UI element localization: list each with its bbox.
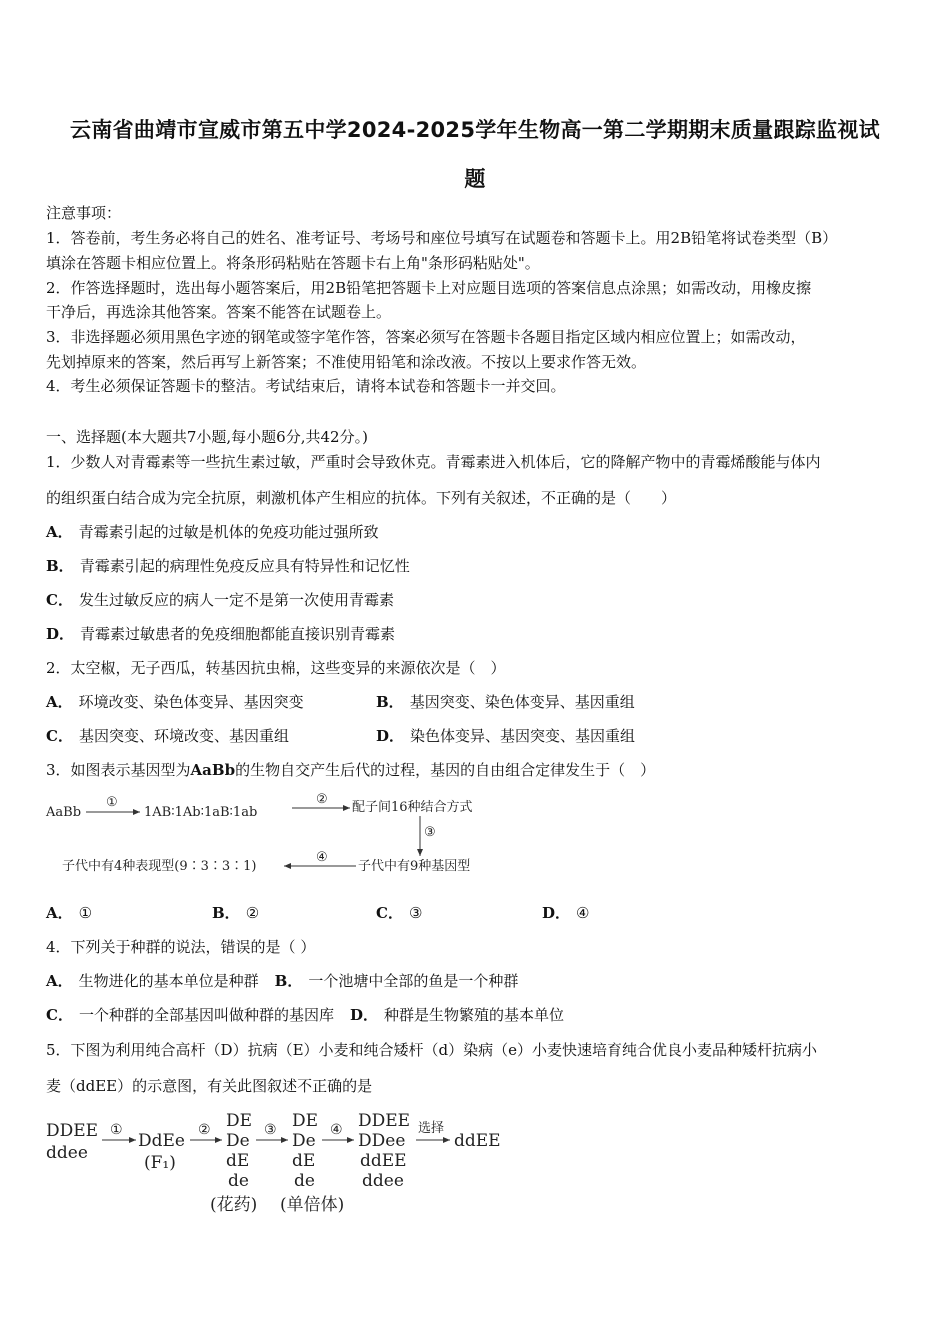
note-line: 干净后，再选涂其他答案。答案不能答在试题卷上。 bbox=[46, 303, 392, 321]
option-key: C． bbox=[46, 1006, 73, 1024]
parent-genotype-2: ddee bbox=[46, 1143, 88, 1163]
gamete-1: DE bbox=[226, 1111, 253, 1131]
note-line: 3．非选择题必须用黑色字迹的钢笔或签字笔作答，答案必须写在答题卡各题目指定区域内相应位置上；如需改动， bbox=[46, 328, 806, 346]
offspring-genotypes: 子代中有9种基因型 bbox=[358, 859, 471, 874]
option-text: 基因突变、染色体变异、基因重组 bbox=[409, 693, 635, 711]
f1-label: (F₁) bbox=[144, 1153, 176, 1173]
haploid-breeding-diagram bbox=[44, 1106, 514, 1218]
diploid-4: ddee bbox=[362, 1171, 404, 1191]
question-5-stem-continued: 麦（ddEE）的示意图，有关此图叙述不正确的是 bbox=[46, 1077, 373, 1095]
f1-genotype: DdEe bbox=[138, 1131, 185, 1151]
q4-options-cd bbox=[46, 1005, 564, 1025]
offspring-phenotypes: 子代中有4种表现型(9∶3∶3∶1) bbox=[62, 859, 257, 874]
option-text: 染色体变异、基因突变、基因重组 bbox=[410, 727, 636, 745]
option-key: A． bbox=[46, 523, 73, 541]
option-text: 基因突变、环境改变、基因重组 bbox=[78, 727, 289, 745]
diploid-2: DDee bbox=[358, 1131, 406, 1151]
option-key: D． bbox=[46, 625, 75, 643]
note-line: 先划掉原来的答案，然后再写上新答案；不准使用铅笔和涂改液。不按以上要求作答无效。 bbox=[46, 353, 647, 371]
select-label: 选择 bbox=[418, 1121, 445, 1136]
haploid-label: (单倍体) bbox=[280, 1195, 345, 1215]
q4-option-d[interactable] bbox=[350, 1006, 564, 1024]
step-3-label: ③ bbox=[424, 825, 436, 840]
diploid-3: ddEE bbox=[360, 1151, 407, 1171]
exam-title-continued: 题 bbox=[464, 167, 486, 191]
question-1-stem: 1．少数人对青霉素等一些抗生素过敏，严重时会导致休克。青霉素进入机体后，它的降解产物中的青霉烯酸能与体内 bbox=[46, 453, 821, 471]
option-text: 一个种群的全部基因叫做种群的基因库 bbox=[78, 1006, 334, 1024]
note-line: 2．作答选择题时，选出每小题答案后，用2B铅笔把答题卡上对应题目选项的答案信息点涂黑；如需改动，用橡皮擦 bbox=[46, 279, 812, 297]
q4-option-a[interactable] bbox=[46, 972, 259, 990]
dihybrid-cross-diagram bbox=[44, 790, 504, 882]
q4-options-ab bbox=[46, 971, 518, 991]
option-text: ④ bbox=[576, 904, 590, 922]
q1-option-a[interactable] bbox=[46, 522, 379, 542]
anther-label: (花药) bbox=[210, 1195, 258, 1215]
option-key: A． bbox=[46, 693, 73, 711]
parent-genotype-1: DDEE bbox=[46, 1121, 99, 1141]
option-key: C． bbox=[46, 591, 73, 609]
haploid-2: De bbox=[292, 1131, 316, 1151]
q4-option-b[interactable] bbox=[275, 972, 519, 990]
option-key: A． bbox=[46, 972, 73, 990]
q2-option-d[interactable] bbox=[376, 726, 635, 746]
step-1-label: ① bbox=[106, 795, 118, 810]
q2-option-c[interactable] bbox=[46, 726, 289, 746]
stem-text: 的生物自交产生后代的过程，基因的自由组合定律发生于（ ） bbox=[235, 761, 656, 779]
option-text: 生物进化的基本单位是种群 bbox=[78, 972, 259, 990]
option-key: D． bbox=[376, 727, 405, 745]
option-text: 青霉素引起的过敏是机体的免疫功能过强所致 bbox=[78, 523, 379, 541]
exam-title: 云南省曲靖市宣威市第五中学2024-2025学年生物高一第二学期期末质量跟踪监视试 bbox=[70, 118, 880, 142]
gamete-combinations: 配子间16种结合方式 bbox=[352, 800, 473, 815]
haploid-4: de bbox=[294, 1171, 315, 1191]
haploid-3: dE bbox=[292, 1151, 316, 1171]
question-1-stem-continued: 的组织蛋白结合成为完全抗原，刺激机体产生相应的抗体。下列有关叙述，不正确的是（ ） bbox=[46, 489, 677, 507]
option-text: 青霉素过敏患者的免疫细胞都能直接识别青霉素 bbox=[80, 625, 396, 643]
option-key: B． bbox=[376, 693, 404, 711]
q2-option-b[interactable] bbox=[376, 692, 635, 712]
step-3-label: ③ bbox=[264, 1122, 277, 1138]
option-text: 一个池塘中全部的鱼是一个种群 bbox=[308, 972, 519, 990]
note-line: 1．答卷前，考生务必将自己的姓名、准考证号、考场号和座位号填写在试题卷和答题卡上。用2B铅笔将试卷类型（B） bbox=[46, 229, 838, 247]
note-line: 填涂在答题卡相应位置上。将条形码粘贴在答题卡右上角"条形码粘贴处"。 bbox=[46, 254, 540, 272]
option-key: C． bbox=[376, 904, 403, 922]
step-2-label: ② bbox=[198, 1122, 211, 1138]
option-key: D． bbox=[542, 904, 571, 922]
question-3-stem bbox=[46, 760, 655, 780]
diploid-1: DDEE bbox=[358, 1111, 411, 1131]
q1-option-b[interactable] bbox=[46, 556, 410, 576]
step-1-label: ① bbox=[110, 1122, 123, 1138]
option-key: D． bbox=[349, 1006, 378, 1024]
option-text: ② bbox=[245, 904, 260, 922]
question-4-stem: 4．下列关于种群的说法，错误的是（ ） bbox=[46, 938, 316, 956]
step-2-label: ② bbox=[316, 792, 328, 807]
q3-option-c[interactable] bbox=[376, 903, 422, 923]
question-2-stem: 2．太空椒，无子西瓜，转基因抗虫棉，这些变异的来源依次是（ ） bbox=[46, 659, 506, 677]
notes-heading: 注意事项： bbox=[46, 204, 122, 222]
q1-option-c[interactable] bbox=[46, 590, 394, 610]
gamete-ratio: 1AB∶1Ab∶1aB∶1ab bbox=[144, 805, 258, 820]
gamete-3: dE bbox=[226, 1151, 250, 1171]
option-key: A． bbox=[46, 904, 73, 922]
q1-option-d[interactable] bbox=[46, 624, 395, 644]
section-heading: 一、选择题(本大题共7小题,每小题6分,共42分。) bbox=[46, 428, 368, 446]
option-text: 环境改变、染色体变异、基因突变 bbox=[78, 693, 304, 711]
stem-text: 3．如图表示基因型为 bbox=[46, 761, 191, 779]
q3-option-b[interactable] bbox=[212, 903, 259, 923]
genotype-term: AaBb bbox=[190, 761, 236, 779]
result-genotype: ddEE bbox=[454, 1131, 501, 1151]
question-5-stem: 5．下图为利用纯合高杆（D）抗病（E）小麦和纯合矮杆（d）染病（e）小麦快速培育纯合优良小麦品种矮杆抗病小 bbox=[46, 1041, 818, 1059]
gamete-2: De bbox=[226, 1131, 250, 1151]
option-text: 青霉素引起的病理性免疫反应具有特异性和记忆性 bbox=[79, 557, 410, 575]
option-text: 种群是生物繁殖的基本单位 bbox=[383, 1006, 564, 1024]
step-4-label: ④ bbox=[316, 850, 328, 865]
q2-option-a[interactable] bbox=[46, 692, 304, 712]
option-text: ① bbox=[78, 904, 93, 922]
diagram-start-genotype: AaBb bbox=[46, 805, 82, 820]
step-4-label: ④ bbox=[330, 1122, 343, 1138]
option-key: C． bbox=[46, 727, 73, 745]
q3-option-a[interactable] bbox=[46, 903, 92, 923]
option-key: B． bbox=[274, 972, 303, 990]
option-key: B． bbox=[46, 557, 74, 575]
q4-option-c[interactable] bbox=[46, 1006, 334, 1024]
option-text: 发生过敏反应的病人一定不是第一次使用青霉素 bbox=[78, 591, 394, 609]
option-key: B． bbox=[212, 904, 240, 922]
haploid-1: DE bbox=[292, 1111, 319, 1131]
option-text: ③ bbox=[408, 904, 423, 922]
q3-option-d[interactable] bbox=[542, 903, 589, 923]
note-line: 4．考生必须保证答题卡的整洁。考试结束后，请将本试卷和答题卡一并交回。 bbox=[46, 377, 566, 395]
gamete-4: de bbox=[228, 1171, 249, 1191]
